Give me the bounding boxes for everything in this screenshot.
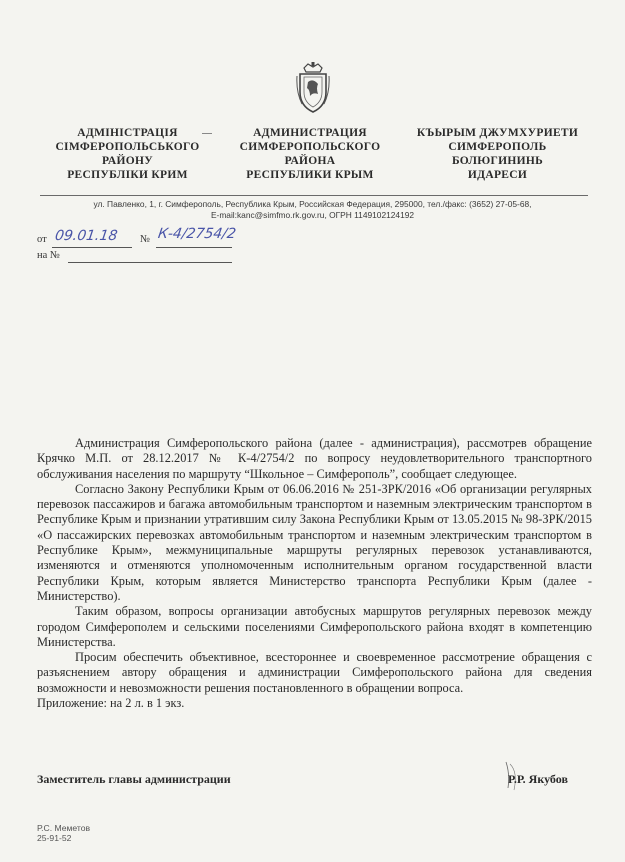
body-paragraph: Администрация Симферопольского района (далее - администрация), рассмотрев обращение Крячко М.П. от 28.12.2017 № К-4/2754/2 по вопросу неудовлетворительного транспортного обслуживания населения по маршруту “Школьное – Симферополь”, сообщает следующее.	[37, 436, 592, 481]
letter-body	[37, 436, 592, 711]
signatory-name: Р.Р. Якубов	[508, 772, 568, 786]
date-label: от	[37, 234, 47, 245]
body-paragraph: Просим обеспечить объективное, всестороннее и своевременное рассмотрение обращения с разъяснением автору обращения и администрации Симферопольского района для сведения возможности и невозможности решения постановленного в обращении вопроса.	[37, 650, 592, 695]
header-russian	[225, 126, 395, 182]
coat-of-arms-emblem	[296, 62, 330, 114]
header-ua-line: РАЙОНУ	[102, 155, 153, 167]
reply-to-underline	[68, 262, 232, 263]
executor-name: Р.С. Меметов	[37, 823, 91, 833]
reply-to-label: на №	[37, 250, 60, 261]
header-crh-line: СИМФЕРОПОЛЬ	[448, 141, 547, 153]
body-paragraph: Таким образом, вопросы организации автобусных маршрутов регулярных перевозок между городом Симферополем и сельскими поселениями Симферопольского района входят в компетенцию Министерства.	[37, 604, 592, 649]
contact-line: E-mail:kanc@simfmo.rk.gov.ru, ОГРН 1149102124192	[210, 210, 415, 220]
header-crh-line: КЪЫРЫМ ДЖУМХУРИЕТИ	[416, 127, 579, 139]
header-divider-line	[40, 195, 588, 196]
handwritten-number: К-4/2754/2	[156, 226, 237, 242]
number-underline	[156, 247, 232, 248]
header-ru-line: РАЙОНА	[284, 155, 336, 167]
signatory-position: Заместитель главы администрации	[37, 772, 231, 786]
header-ukrainian	[40, 126, 215, 182]
address-line: ул. Павленко, 1, г. Симферополь, Республика Крым, Российская Федерация, 295000, тел./факс: (3652) 27-05-68,	[93, 199, 532, 209]
date-underline	[52, 247, 132, 248]
header-crh-line: БОЛЮГИНИНЬ	[451, 155, 544, 167]
header-crh-line: ИДАРЕСИ	[467, 169, 528, 181]
body-paragraph: Согласно Закону Республики Крым от 06.06.2016 № 251-ЗРК/2016 «Об организации регулярных перевозок пассажиров и багажа автомобильным транспортом и наземным электрическим транспортом в Республике Крым и признании утратившим силу Закона Республики Крым от 13.05.2015 № 98-ЗРК/2015 «О пассажирских перевозках автомобильным транспортом и наземным электрическим транспортом в Республике Крым», межмуниципальные маршруты регулярных перевозок устанавливаются, изменяются и отменяются уполномоченным исполнительным органом государственной власти Республики Крым, которым является Министерство транспорта Республики Крым (далее - Министерство).	[37, 481, 592, 603]
number-label: №	[140, 234, 151, 245]
header-ua-line: РЕСПУБЛІКИ КРИМ	[67, 169, 188, 181]
header-ru-line: РЕСПУБЛИКИ КРЫМ	[246, 169, 374, 181]
executor-phone: 25-91-52	[37, 833, 72, 843]
header-ru-line: АДМИНИСТРАЦИЯ	[253, 127, 367, 139]
header-ua-line: АДМІНІСТРАЦІЯ	[77, 127, 178, 139]
header-separator	[202, 133, 212, 134]
handwritten-date: 09.01.18	[53, 228, 119, 244]
header-crimean-tatar	[405, 126, 590, 182]
header-ru-line: СИМФЕРОПОЛЬСКОГО	[239, 141, 381, 153]
header-ua-line: СІМФЕРОПОЛЬСЬКОГО	[55, 141, 200, 153]
attachment-note: Приложение: на 2 л. в 1 экз.	[37, 696, 185, 711]
